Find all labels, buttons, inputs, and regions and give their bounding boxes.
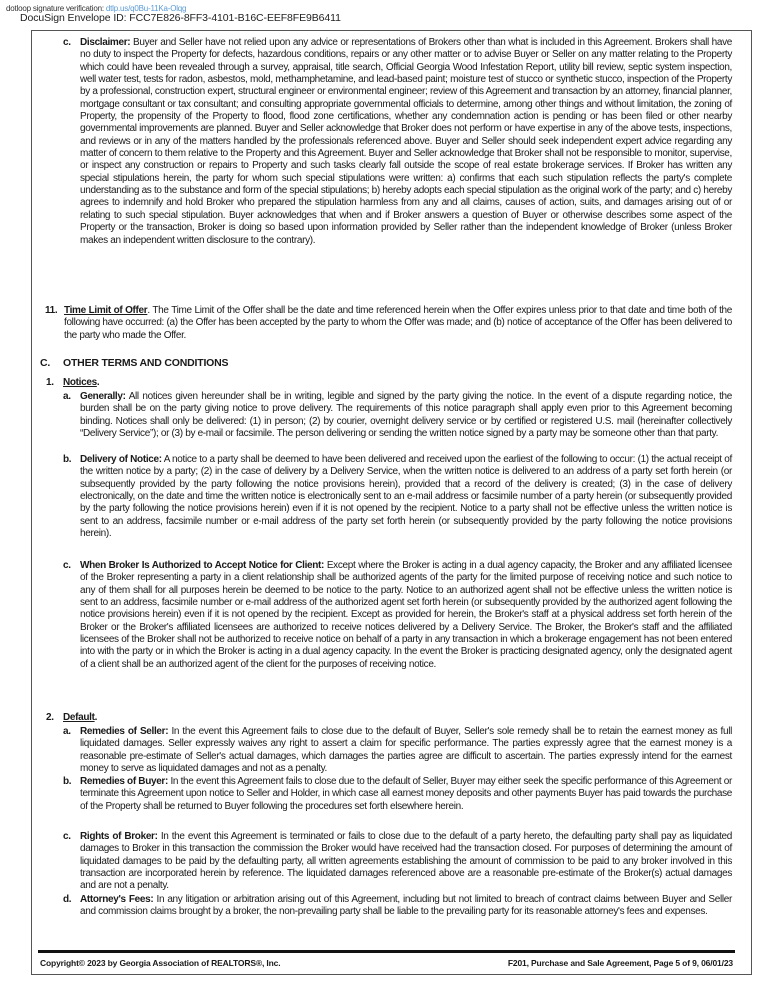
default-a — [63, 726, 732, 775]
item-text: All notices given hereunder shall be in writing, legible and signed by the party giving the notice. In the event of a dispute regarding notice, the burden shall be on the party giving notice to prove delivery. The requirements of this notice paragraph shall apply even prior to this Agreement becoming binding. Notices shall only be delivered: (1) in person; (2) by courier, overnight delivery service or by certified or registered U.S. mail (hereinafter collectively “Delivery Service”); or (3) by e-mail or facsimile. The person delivering or sending the written notice signed by a party may be someone other than that party. — [80, 391, 732, 440]
item-text: In the event this Agreement is terminated or fails to close due to the default of a party hereto, the defaulting party shall pay as liquidated damages to Broker in this transaction the commission the Broker would have received had the transaction closed. For purposes of determining the amount of liquidated damages to be paid by the defaulting party, all written agreements establishing the amount of commission to be paid to any broker involved in this transaction are incorporated herein by reference. The liquidated damages referenced above are a reasonable pre-estimate of the Broker(s) actual damages and are not a penalty. — [80, 831, 732, 892]
notices-c — [63, 560, 733, 671]
item-label: c. — [63, 37, 71, 48]
section-number: 11. — [45, 305, 58, 316]
dotloop-label: dotloop signature verification: — [6, 4, 104, 13]
item-text: A notice to a party shall be deemed to have been delivered and received upon the earliest of the following to occur: (1) the actual receipt of the written notice by a party; (2) in the case of delivery by a Delivery Service, when the written notice is delivered to an address of a party set forth herein (or subsequently provided by the party following the notice provisions herein), provided that a record of the delivery is created; (3) in the case of delivery electronically, on the date and time the written notice is electronically sent to an e-mail address or facsimile number of a party herein (or subsequently provided by the party following the notice provisions herein) even if it is not opened by the recipient. Notice to a party shall not be effective unless the written notice is sent to an address, facsimile number or e-mail address of the party set forth herein (or subsequently provided by the party following the notice provisions herein). — [80, 454, 732, 540]
footer-divider — [38, 950, 735, 953]
item-text: In the event this Agreement fails to close due to the default of Seller, Buyer may either seek the specific performance of this Agreement or terminate this Agreement upon notice to Seller and Holder, in which case all earnest money deposits and other payments Buyer has paid towards the purchase of the Property shall be returned to Buyer following the procedures set forth elsewhere herein. — [80, 776, 732, 812]
item-title: Generally: — [80, 391, 126, 402]
default-b — [63, 776, 732, 813]
item-title: Delivery of Notice: — [80, 454, 162, 465]
item-text: In any litigation or arbitration arising out of this Agreement, including but not limited to breach of contract claims between Buyer and Seller and commission claims brought by a broker, the non-prevailing party shall be liable to the prevailing party for its reasonable attorney's fees and expenses. — [80, 894, 732, 918]
footer-form-info: F201, Purchase and Sale Agreement, Page 5 of 9, 06/01/23 — [507, 958, 733, 968]
item-title: Disclaimer: — [80, 37, 131, 48]
section-title: Time Limit of Offer — [64, 305, 148, 316]
item-title: When Broker Is Authorized to Accept Notice for Client: — [80, 560, 325, 571]
section-title: Notices — [63, 377, 97, 388]
notices-b — [63, 454, 732, 540]
item-title: Rights of Broker: — [80, 831, 158, 842]
item-text: In the event this Agreement fails to close due to the default of Buyer, Seller's sole remedy shall be to retain the earnest money as full liquidated damages. Seller expressly waives any right to assert a claim for specific performance. The parties expressly agree that the earnest money is a reasonable pre-estimate of Seller's actual damages, which damages the parties agree are difficult to ascertain. The parties expressly intend for the earnest money to serve as liquidated damages and not as a penalty. — [80, 726, 732, 775]
notices-heading: 1. Notices. — [46, 377, 100, 388]
envelope-id: DocuSign Envelope ID: FCC7E826-8FF3-4101-B16C-EEF8FE9B6411 — [20, 12, 341, 24]
section-number: 2. — [46, 712, 54, 723]
item-title: Attorney's Fees: — [80, 894, 154, 905]
item-label: b. — [63, 454, 72, 465]
item-label: c. — [63, 831, 71, 842]
item-text: Buyer and Seller have not relied upon any advice or representations of Brokers other than what is included in this Agreement. Brokers shall have no duty to inspect the Property for defects, hazardous conditions, repairs or any other matter or to advise Buyer or Seller on any matter relating to the Property which could have been revealed through a survey, appraisal, title search, Official Georgia Wood Infestation Report, utility bill review, septic system inspection, well water test, tests for radon, asbestos, mold, methamphetamine, and lead-based paint; moisture test of stucco or synthetic stucco, inspection of the Property by a professional, construction expert, structural engineer or environmental engineer; review of this Agreement and transaction by an attorney, financial planner, mortgage consultant or tax consultant; and consulting appropriate governmental officials to determine, among other things and without limitation, the zoning of Property, the propensity of the Property to flood, flood zone certifications, whether any condemnation action is pending or has been filed or other nearby governmental improvements are planned. Buyer and Seller acknowledge that Broker does not perform or have expertise in any of the above tests, inspections, and reviews or in any of the matters handled by the professionals referenced above. Buyer and Seller should seek independent expert advice regarding any matter of concern to them relative to the Property and this Agreement. Buyer and Seller acknowledge that Broker shall not be responsible to monitor, supervise, or inspect any construction or repairs to Property and such tasks clearly fall outside the scope of real estate brokerage services. If Broker has written any special stipulations herein, the party for whom such special stipulations were written: a) confirms that each such stipulation reflects the party's complete understanding as to the substance and form of the special stipulations; b) hereby adopts each special stipulation as the original work of the party; and c) hereby agrees to indemnify and hold Broker who prepared the stipulation harmless from any and all claims, causes of action, suits, and damages arising out of or relating to such special stipulation. Buyer acknowledges that when and if Broker answers a question of Buyer or otherwise describes some aspect of the Property or the transaction, Broker is doing so based upon information provided by Seller rather than the independent knowledge of Broker (unless Broker makes an independent written disclosure to the contrary). — [80, 37, 732, 246]
section-text: . The Time Limit of the Offer shall be the date and time referenced herein when the Offer expires unless prior to that date and time both of the following have occurred: (a) the Offer has been accepted by the party to whom the Offer was made; and (b) notice of acceptance of the Offer has been delivered to the party who made the Offer. — [64, 305, 732, 341]
section-title: Default — [63, 712, 95, 723]
default-d — [63, 894, 732, 919]
section-number: 1. — [46, 377, 54, 388]
notices-a — [63, 391, 732, 440]
default-c — [63, 831, 732, 893]
item-label: b. — [63, 776, 72, 787]
disclaimer-paragraph — [63, 37, 732, 247]
footer-copyright: Copyright© 2023 by Georgia Association of REALTORS®, Inc. — [40, 958, 281, 968]
item-title: Remedies of Buyer: — [80, 776, 168, 787]
item-title: Remedies of Seller: — [80, 726, 169, 737]
item-label: a. — [63, 726, 71, 737]
section-c-letter: C. — [40, 357, 51, 369]
dotloop-link[interactable]: dtlp.us/q0Bu-11Ka-Olqg — [105, 4, 187, 13]
item-label: c. — [63, 560, 71, 571]
section-c-title: OTHER TERMS AND CONDITIONS — [63, 357, 229, 369]
default-heading: 2. Default. — [46, 712, 98, 723]
item-label: d. — [63, 894, 72, 905]
time-limit-paragraph — [45, 305, 732, 342]
item-label: a. — [63, 391, 71, 402]
item-text: Except where the Broker is acting in a dual agency capacity, the Broker and any affiliated licensee of the Broker representing a party in a client relationship shall be authorized agents of the party for the limited purpose of receiving notice and such notice to any of them shall for all purposes herein be deemed to be notice to the party. Notice to an authorized agent shall not be effective unless the written notice is sent to an address, facsimile number or e-mail address of the authorized agent set forth herein (or subsequently provided by the authorized agent following the notice provisions herein) even if it is not opened by the recipient. Except as provided for herein, the Broker's staff at a physical address set forth herein of the Broker or the Broker's affiliated licensees are authorized to receive notices delivered by a Delivery Service. The Broker, the Broker's staff and the affiliated licensees of the Broker shall not be authorized to receive notice on behalf of a party in any transaction in which a brokerage engagement has not been entered into with the party or in which the Broker is acting in a dual agency capacity. In the event the Broker is practicing designated agency, only the designated agent of a client shall be an authorized agent of the client for the purposes of receiving notice. — [80, 560, 733, 670]
